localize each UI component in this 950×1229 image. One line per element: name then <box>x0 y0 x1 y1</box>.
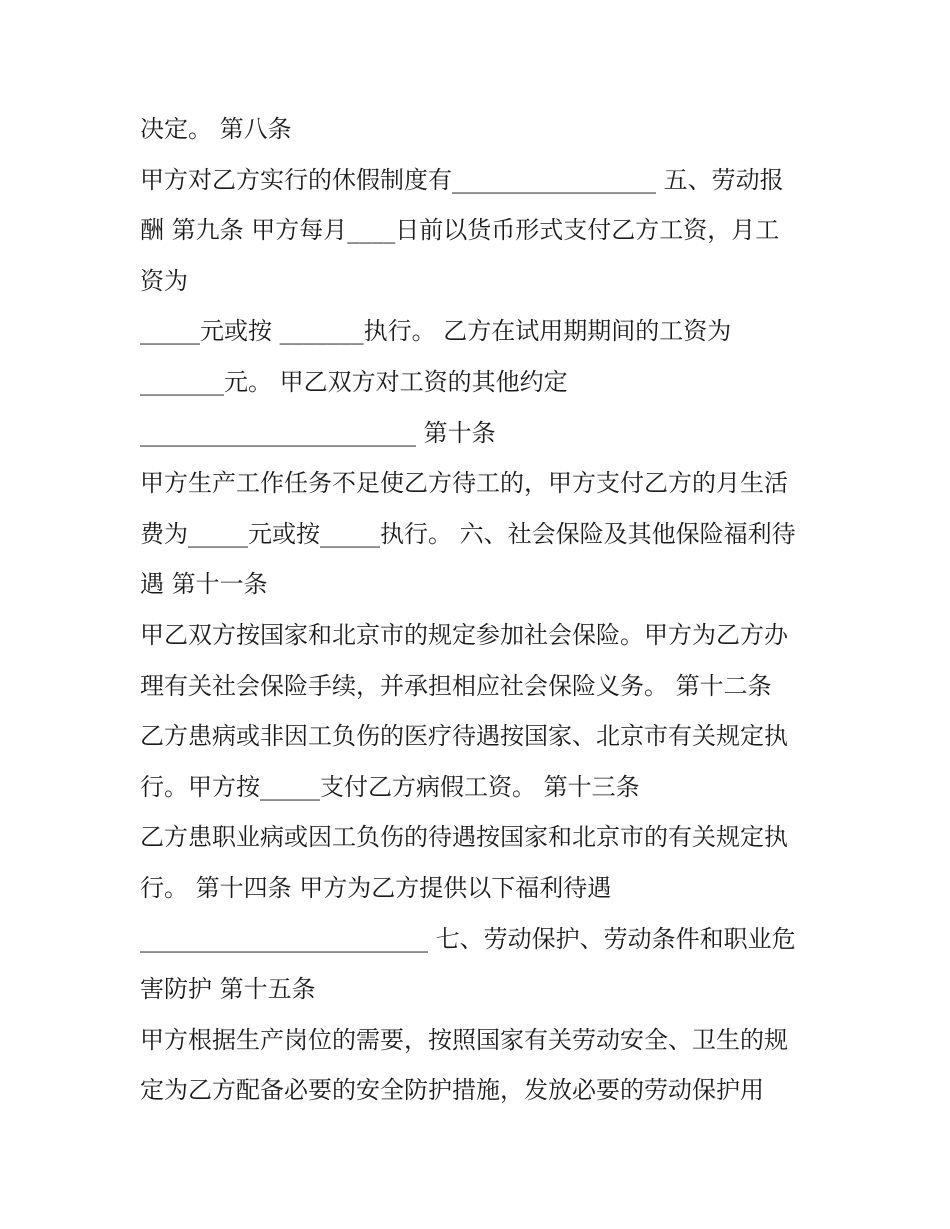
text-line: 定为乙方配备必要的安全防护措施，发放必要的劳动保护用 <box>140 1076 764 1105</box>
text-line: 费为_____元或按_____执行。 六、社会保险及其他保险福利待 <box>140 519 796 548</box>
text-line: 甲方生产工作任务不足使乙方待工的，甲方支付乙方的月生活 <box>140 469 788 498</box>
text-line: 酬 第九条 甲方每月____日前以货币形式支付乙方工资，月工 <box>140 216 780 245</box>
text-line: 遇 第十一条 <box>140 570 268 599</box>
text-line: 理有关社会保险手续，并承担相应社会保险义务。 第十二条 <box>140 671 772 700</box>
text-line: 资为 <box>140 266 188 295</box>
text-line: 乙方患病或非因工负伤的医疗待遇按国家、北京市有关规定执 <box>140 722 788 751</box>
text-line: 甲方根据生产岗位的需要，按照国家有关劳动安全、卫生的规 <box>140 1025 788 1054</box>
text-line: _______元。 甲乙双方对工资的其他约定 <box>140 367 568 396</box>
text-line: 甲方对乙方实行的休假制度有_________________ 五、劳动报 <box>140 165 784 194</box>
text-line: 害防护 第十五条 <box>140 975 316 1004</box>
text-line: ________________________ 七、劳动保护、劳动条件和职业危 <box>140 924 796 953</box>
text-line: 行。 第十四条 甲方为乙方提供以下福利待遇 <box>140 873 612 902</box>
text-line: 甲乙双方按国家和北京市的规定参加社会保险。甲方为乙方办 <box>140 620 788 649</box>
text-line: 决定。 第八条 <box>140 115 292 143</box>
contract-body-text <box>140 104 820 1116</box>
text-line: 行。甲方按_____支付乙方病假工资。 第十三条 <box>140 772 640 801</box>
text-line: 乙方患职业病或因工负伤的待遇按国家和北京市的有关规定执 <box>140 823 788 852</box>
text-line: _____元或按 _______执行。 乙方在试用期期间的工资为 <box>140 317 732 346</box>
text-line: _______________________ 第十条 <box>140 418 496 447</box>
